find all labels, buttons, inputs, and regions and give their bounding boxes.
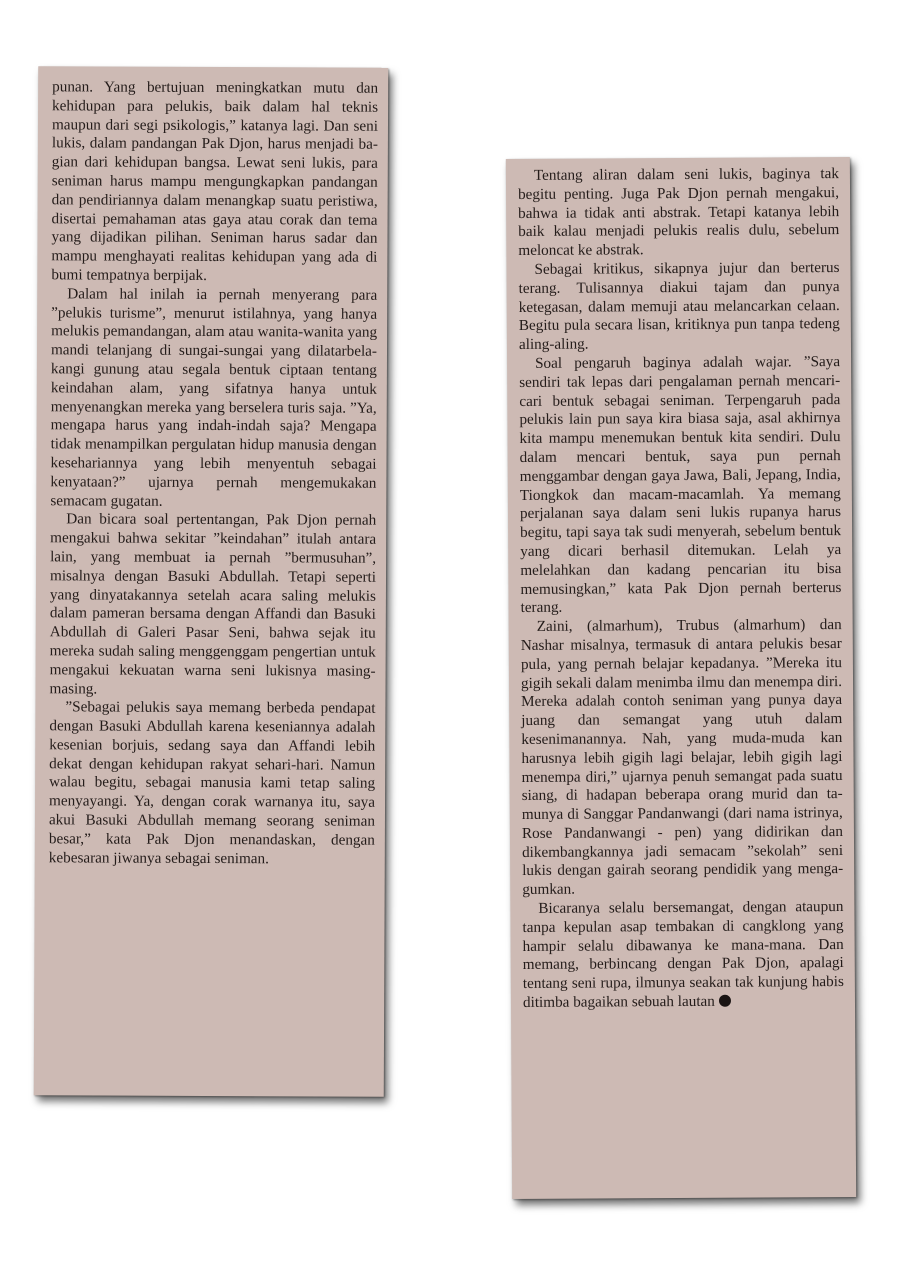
article-paragraph: Tentang aliran dalam seni lukis, baginya tak begitu penting. Juga Pak Djon pernah mengakui, bahwa ia tidak anti abstrak. Tetapi katanya lebih baik kalau menjadi pelukis realis dulu, sebelum meloncat ke abstrak.	[517, 165, 840, 260]
article-paragraph: punan. Yang bertujuan meningkatkan mutu dan kehidupan para pelukis, baik dalam hal teknis maupun dari segi psikologis,” katanya lagi. Dan seni lukis, dalam pandangan Pak Djon, harus menjadi bagian dari kehidupan bangsa. Lewat seni lukis, para seniman harus mampu mengungkapkan pandangan dan pendiriannya dalam menangkap suatu peristiwa, disertai pemahaman atas gaya atau corak dan tema yang dijadikan pilihan. Seniman harus sadar dan mampu menghayati realitas kehidupan yang ada di bumi tempatnya berpijak.	[51, 78, 379, 284]
article-paragraph: Dalam hal inilah ia pernah menyerang para ”pelukis turisme”, menurut istilahnya, yang hanya melukis pemandangan, alam atau wanita-wanita yang mandi telanjang di sungai-sungai yang dilatarbelakangi gunung atau segala bentuk ciptaan tentang keindahan alam, yang sifatnya hanya untuk menyenangkan mereka yang berselera turis saja. ”Ya, mengapa harus yang indah-indah saja? Mengapa tidak menampilkan pergulatan hidup manusia dengan kesehariannya yang lebih menyentuh sebagai kenyataan?” ujarnya pernah mengemukakan semacam gugatan.	[50, 285, 378, 510]
article-paragraph: Soal pengaruh baginya adalah wajar. ”Saya sendiri tak lepas dari pengalaman pernah mencari-cari bentuk sebagai seniman. Terpengaruh pada pelukis lain pun saya kira biasa saja, asal akhirnya kita mampu menemukan bentuk kita sendiri. Dulu dalam mencari bentuk, saya pun pernah menggambar dengan gaya Jawa, Bali, Jepang, India, Tiongkok dan macam-macamlah. Ya memang perjalanan saya dalam seni lukis rupanya harus begitu, tapi saya tak sudi menyerah, sebelum bentuk yang dicari berhasil ditemukan. Lelah ya melelahkan dan kadang pencarian itu bisa memusingkan,” kata Pak Djon pernah berterus terang.	[519, 352, 842, 617]
article-paragraph: ”Sebagai pelukis saya memang berbeda pendapat dengan Basuki Abdullah karena keseniannya adalah kesenian borjuis, sedang saya dan Affandi lebih dekat dengan kehidupan rakyat sehari-hari. Namun walau begitu, sebagai manusia kami tetap saling menyayangi. Ya, dengan corak warnanya itu, saya akui Basuki Abdullah memang seorang seniman besar,” kata Pak Djon menandaskan, dengan kebesaran jiwanya sebagai seniman.	[48, 698, 376, 867]
newspaper-clipping-left	[34, 66, 388, 1097]
final-paragraph-text: Bicaranya selalu bersemangat, dengan ataupun tanpa kepulan asap tembakan di cangklong yang hampir selalu dibawanya ke mana-mana. Dan memang, berbincang dengan Pak Djon, apalagi tentang seni rupa, ilmunya seakan tak kunjung habis ditimba bagaikan sebuah lautan	[522, 898, 844, 1012]
article-paragraph: Dan bicara soal pertentangan, Pak Djon pernah mengakui bahwa sekitar ”keindahan” itulah antara lain, yang membuat ia pernah ”bermusuhan”, misalnya dengan Basuki Abdullah. Tetapi seperti yang dinyatakannya setelah acara saling melukis dalam pameran bersama dengan Affandi dan Basuki Abdullah di Galeri Pasar Seni, bahwa sejak itu mereka sudah saling menggenggam pengertian untuk mengakui kekuatan warna seni lukisnya masing-masing.	[49, 510, 377, 698]
newspaper-clipping-right	[506, 157, 856, 1199]
end-mark-bullet-icon	[719, 995, 731, 1007]
article-paragraph: Zaini, (almarhum), Trubus (almarhum) dan Nashar misalnya, termasuk di antara pelukis besar pula, yang pernah belajar kepadanya. ”Mereka itu gigih sekali dalam menimba ilmu dan menempa diri. Mereka adalah contoh seniman yang punya daya juang dan semangat yang utuh dalam kesenimanannya. Nah, yang muda-muda kan harusnya lebih gigih lagi belajar, lebih gigih lagi menempa diri,” ujarnya penuh semangat pada suatu siang, di hadapan beberapa orang murid dan tamunya di Sanggar Pandanwangi (dari nama istrinya, Rose Pandanwangi - pen) yang didirikan dan dikembangkannya jadi semacam ”sekolah” seni lukis dengan gairah seorang pendidik yang mengagumkan.	[520, 616, 844, 899]
article-paragraph-final	[522, 898, 844, 1013]
article-paragraph: Sebagai kritikus, sikapnya jujur dan berterus terang. Tulisannya diakui tajam dan punya ketegasan, dalam memuji atau melancarkan celaan. Begitu pula secara lisan, kritiknya pun tanpa tedeng aling-aling.	[518, 259, 840, 354]
